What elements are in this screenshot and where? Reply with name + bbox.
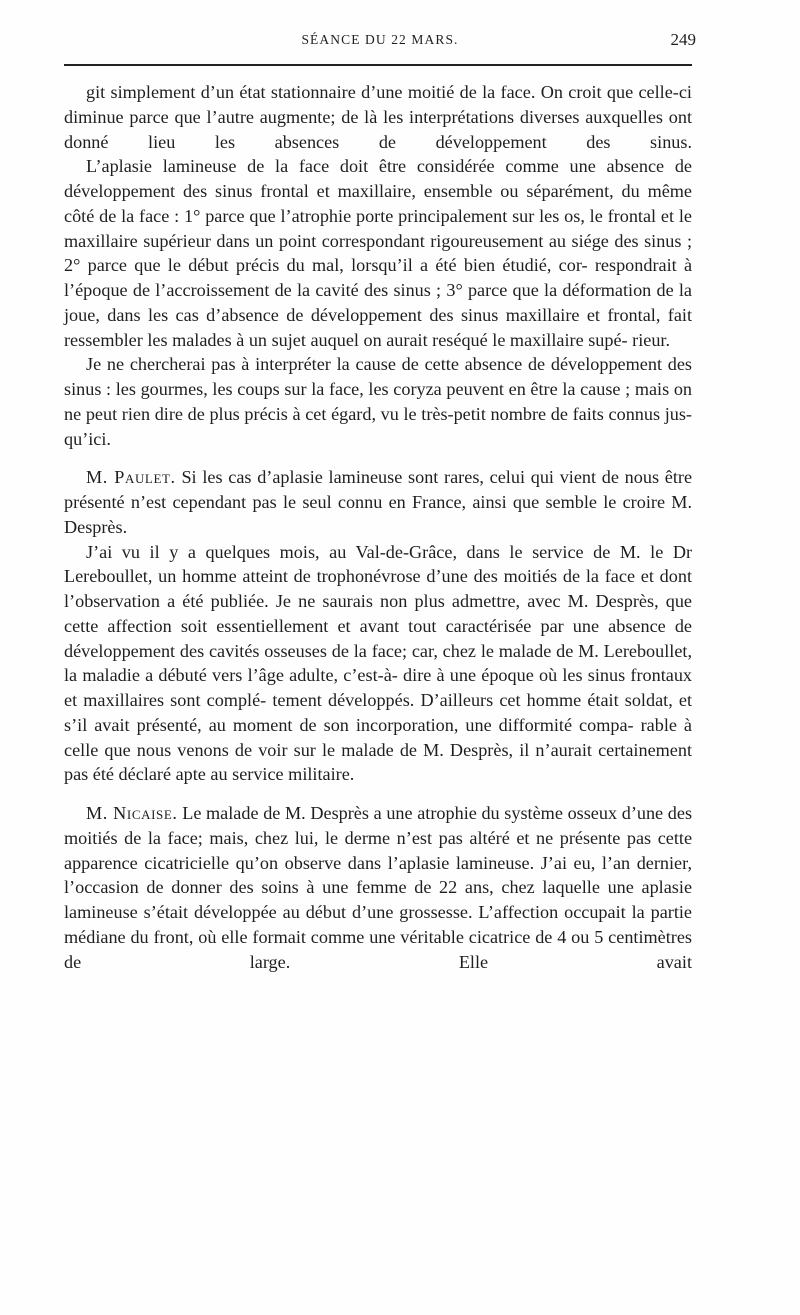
text-line: dire à une époque où les sinus frontaux et maxillaires sont complé- bbox=[64, 665, 693, 710]
paragraph-cause bbox=[64, 352, 692, 451]
paragraph-nicaise bbox=[64, 801, 692, 974]
text-line: qu’ici. bbox=[64, 428, 111, 449]
text-line: porte principalement sur les os, le frontal et le maxillaire supérieur bbox=[64, 205, 692, 251]
text-line: des moitiés de la face et dont l’observation a été publiée. Je ne bbox=[64, 566, 693, 611]
text-line: croit que celle-ci diminue parce que l’autre augmente; de là les bbox=[64, 82, 692, 127]
text-line: observe dans l’aplasie lamineuse. J’ai eu, l’an dernier, l’occasion bbox=[64, 852, 693, 898]
text-line: de M. Lereboullet, la maladie a débuté vers l’âge adulte, c’est-à- bbox=[64, 640, 693, 686]
paragraph-spacer bbox=[64, 451, 692, 465]
text-line: dans un point correspondant rigoureusement au siége des sinus ; bbox=[216, 230, 693, 251]
running-head bbox=[64, 32, 696, 54]
text-line: Si les cas d’aplasie lamineuse sont rares, celui qui bbox=[181, 467, 554, 488]
text-line: précis à cet égard, vu le très-petit nombre de faits connus jus- bbox=[244, 403, 692, 424]
text-line: interprétations diverses auxquelles ont donné lieu les absences de bbox=[64, 106, 692, 152]
text-line: L’affection occupait la partie médiane du front, où elle formait comme bbox=[64, 902, 692, 947]
text-line: de donner des soins à une femme de 22 ans, chez laquelle une bbox=[146, 877, 634, 898]
text-line: osseux d’une des moitiés de la face; mais, chez lui, le derme n’est bbox=[64, 803, 693, 848]
text-line: 2° parce que le début précis du mal, lorsqu’il a été bien étudié, cor- bbox=[64, 255, 588, 276]
page-number: 249 bbox=[670, 30, 696, 49]
paragraph-sinus-interpretations bbox=[64, 80, 692, 154]
text-line: présenté, au moment de son incorporation, une difformité compa- bbox=[136, 714, 634, 735]
text-line: M. le Dr Lereboullet, un homme atteint de trophonévrose d’une bbox=[64, 541, 693, 587]
text-line: malades à un sujet auquel on aurait reséqué le maxillaire supé- bbox=[172, 329, 628, 350]
text-line: rieur. bbox=[632, 329, 671, 350]
text-line: soit essentiellement et avant tout caractérisée par une absence de bbox=[180, 615, 692, 636]
text-line: développement des sinus : les gourmes, les coups sur la face, les bbox=[64, 354, 692, 399]
text-line: Je ne chercherai pas à interpréter la cause de cette absence de bbox=[86, 354, 546, 375]
text-line: L’aplasie lamineuse de la face doit être considérée comme une bbox=[86, 156, 596, 177]
paragraph-spacer bbox=[64, 787, 692, 801]
text-line: développement des sinus. bbox=[435, 131, 693, 152]
text-line: ou séparément, du même côté de la face : 1° parce que l’atrophie bbox=[64, 181, 693, 226]
running-title: SÉANCE DU 22 MARS. bbox=[301, 32, 459, 47]
paragraph-lereboullet-case bbox=[64, 540, 692, 788]
speaker-name: M. Paulet. bbox=[86, 467, 176, 488]
text-line: respondrait à l’époque de l’accroissement de la cavité des sinus ; bbox=[64, 255, 693, 300]
text-line: J’ai vu il y a quelques mois, au Val-de-Grâce, dans le service de bbox=[86, 541, 611, 562]
speaker-name: M. Nicaise. bbox=[86, 803, 178, 823]
text-line: développement des cavités osseuses de la face; car, chez le malade bbox=[64, 640, 552, 661]
text-line: développement des sinus maxillaire et frontal, fait ressembler les bbox=[64, 304, 693, 350]
paragraph-aplasie-definition bbox=[64, 154, 692, 352]
text-line: pas altéré et ne présente pas cette apparence cicatricielle qu’on bbox=[64, 827, 693, 873]
text-line: rable à celle que nous venons de voir sur le malade de M. Desprès, bbox=[64, 714, 693, 760]
text-line: aplasie lamineuse s’était développée au début d’une grossesse. bbox=[64, 877, 693, 922]
text-line: 3° parce que la déformation de la joue, dans les cas d’absence de bbox=[64, 280, 693, 325]
text-line: Le malade de M. Desprès a une atrophie du système bbox=[182, 803, 563, 823]
text-line: vient de nous être présenté n’est cependant pas le seul connu en bbox=[64, 467, 693, 512]
text-line: git simplement d’un état stationnaire d’une moitié de la face. On bbox=[86, 82, 563, 102]
text-line: absence de développement des sinus frontal et maxillaire, ensemble bbox=[64, 156, 692, 201]
text-line: tement développés. D’ailleurs cet homme était soldat, et s’il avait bbox=[64, 690, 692, 735]
body-text bbox=[64, 80, 692, 974]
text-line: France, ainsi que semble le croire M. Desprès. bbox=[64, 492, 692, 537]
paragraph-paulet bbox=[64, 465, 692, 539]
text-line: une véritable cicatrice de 4 ou 5 centimètres de large. Elle avait bbox=[64, 926, 692, 972]
text-line: coryza peuvent en être la cause ; mais on ne peut rien dire de plus bbox=[64, 379, 693, 424]
text-line: saurais non plus admettre, avec M. Desprès, que cette affection bbox=[64, 591, 693, 636]
header-rule bbox=[64, 64, 692, 66]
text-line: il n’aurait certainement pas été déclaré apte au service militaire. bbox=[64, 739, 693, 785]
